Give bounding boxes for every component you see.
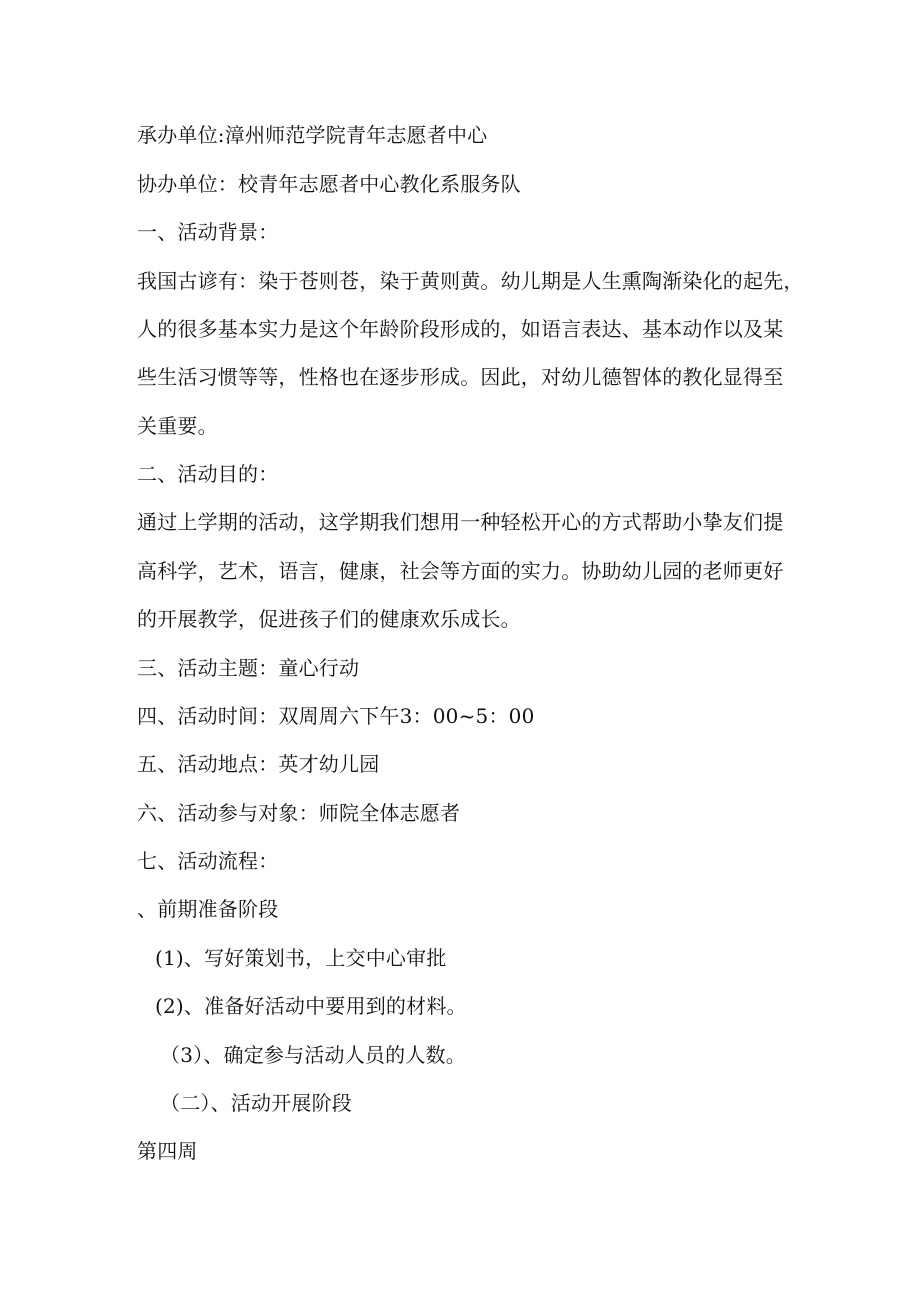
section-heading-background: 一、活动背景： — [137, 220, 279, 244]
participants-line: 六、活动参与对象：师院全体志愿者 — [137, 801, 461, 825]
paragraph-line: 我国古谚有：染于苍则苍，染于黄则黄。幼儿期是人生熏陶渐染化的起先， — [137, 269, 804, 293]
week-label: 第四周 — [137, 1139, 198, 1163]
paragraph-line: 人的很多基本实力是这个年龄阶段形成的，如语言表达、基本动作以及某 — [137, 317, 784, 341]
subsection-preparation: 、前期准备阶段 — [137, 897, 279, 921]
location-line: 五、活动地点：英才幼儿园 — [137, 752, 380, 776]
step-item: (1)、写好策划书，上交中心审批 — [155, 946, 447, 970]
paragraph-line: 高科学，艺术，语言，健康，社会等方面的实力。协助幼儿园的老师更好 — [137, 559, 784, 583]
paragraph-line: 关重要。 — [137, 414, 218, 438]
co-organizer-line: 协办单位：校青年志愿者中心教化系服务队 — [137, 172, 521, 196]
step-item: （3）、确定参与活动人员的人数。 — [160, 1043, 466, 1067]
step-item: (2)、准备好活动中要用到的材料。 — [155, 994, 467, 1018]
section-heading-process: 七、活动流程： — [137, 849, 279, 873]
section-heading-purpose: 二、活动目的： — [137, 462, 279, 486]
organizer-line: 承办单位:漳州师范学院青年志愿者中心 — [137, 123, 488, 147]
theme-line: 三、活动主题：童心行动 — [137, 656, 360, 680]
paragraph-line: 的开展教学，促进孩子们的健康欢乐成长。 — [137, 607, 521, 631]
paragraph-line: 些生活习惯等等，性格也在逐步形成。因此，对幼儿德智体的教化显得至 — [137, 365, 784, 389]
paragraph-line: 通过上学期的活动，这学期我们想用一种轻松开心的方式帮助小挚友们提 — [137, 510, 784, 534]
time-line: 四、活动时间：双周周六下午3：00~5：00 — [137, 704, 535, 728]
subsection-implementation: （二）、活动开展阶段 — [160, 1091, 352, 1115]
